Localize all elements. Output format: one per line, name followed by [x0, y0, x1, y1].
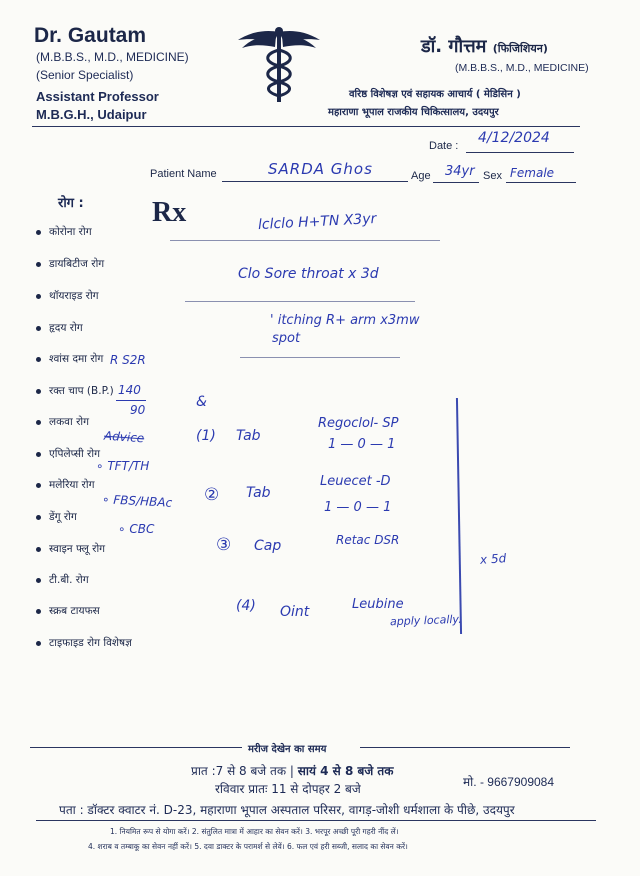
- rx-symbol: Rx: [152, 197, 187, 228]
- health-tips-line-1: 1. नियमित रूप से योगा करें। 2. संतुलित मात्रा में आहार का सेवन करें। 3. भरपूर अच्छी पूरी गहरी नींद लें।: [110, 827, 399, 836]
- note-rule: [185, 301, 415, 302]
- investigation-item: ∘ CBC: [118, 522, 155, 536]
- disease-item: थॉयराइड रोग: [36, 289, 99, 303]
- doctor-name-hindi: [421, 34, 548, 58]
- doctor-senior-title: (Senior Specialist): [36, 68, 134, 82]
- complaint-line-2: Clo Sore throat x 3d: [238, 266, 379, 282]
- doctor-degrees-english: (M.B.B.S., M.D., MEDICINE): [36, 50, 189, 64]
- timings-morning: प्रात :7 से 8 बजे तक: [191, 764, 287, 778]
- medication-bracket: [456, 398, 462, 634]
- timings-weekday: प्रात :7 से 8 बजे तक | सायं 4 से 8 बजे तक: [191, 764, 394, 778]
- age-underline: [433, 182, 479, 183]
- disease-item: डायबिटीज रोग: [36, 257, 104, 271]
- med4-number: (4): [236, 598, 256, 614]
- clinic-address: पता : डॉक्टर क्वाटर नं. D-23, महाराणा भूपाल अस्पताल परिसर, वागड़-जोशी धर्मशाला के पीछे, उदयपुर: [59, 803, 515, 817]
- doctor-name-english: Dr. Gautam: [34, 24, 147, 47]
- bp-fraction-bar: [116, 400, 146, 401]
- sex-underline: [506, 182, 576, 183]
- investigation-item: ∘ FBS/HBAc: [101, 492, 173, 510]
- med2-name: Leuecet -D: [320, 474, 391, 489]
- doctor-institution: M.B.G.H., Udaipur: [36, 107, 147, 122]
- treatment-duration: x 5d: [479, 551, 507, 567]
- complaint-line-3b: spot: [272, 331, 301, 346]
- med2-number: ②: [204, 485, 220, 505]
- doctor-post: Assistant Professor: [36, 89, 159, 104]
- sex-value[interactable]: Female: [510, 166, 555, 180]
- caduceus-icon: [234, 26, 324, 106]
- date-label: Date :: [429, 140, 459, 152]
- patient-name-label: Patient Name: [150, 168, 217, 180]
- doctor-name-hindi-main: डॉ. गौत्तम: [421, 36, 487, 57]
- bp-systolic: 140: [118, 383, 141, 397]
- disease-item: श्वांस दमा रोग: [36, 352, 103, 366]
- bp-diastolic: 90: [130, 403, 146, 417]
- med4-instruction: apply locally.: [389, 612, 462, 629]
- disease-item: स्क्रब टायफस: [36, 604, 100, 618]
- note-rule: [170, 240, 440, 241]
- med4-form: Oint: [280, 604, 310, 620]
- address-rule: [36, 820, 596, 821]
- respiratory-note: R S2R: [110, 353, 146, 367]
- med2-dosage: 1 — 0 — 1: [324, 500, 392, 515]
- hospital-name-hindi: महाराणा भूपाल राजकीय चिकित्सालय, उदयपुर: [328, 107, 499, 118]
- med1-form: Tab: [236, 428, 261, 444]
- disease-item: मलेरिया रोग: [36, 478, 95, 492]
- med4-name: Leubine: [352, 597, 404, 612]
- med2-form: Tab: [246, 485, 271, 501]
- header-divider: [32, 126, 580, 127]
- disease-item: रक्त चाप (B.P.): [36, 384, 114, 398]
- med3-name: Retac DSR: [336, 533, 400, 547]
- timings-title: मरीज देखेन का समय: [248, 744, 327, 755]
- age-label: Age: [411, 170, 431, 182]
- patient-name-value[interactable]: SARDA Ghos: [268, 160, 373, 178]
- disease-item: लकवा रोग: [36, 415, 89, 429]
- doctor-degrees-hindi-side: (M.B.B.S., M.D., MEDICINE): [455, 62, 589, 74]
- health-tips-line-2: 4. शराब व तम्बाकू का सेवन नहीं करें। 5. दवा डाक्टर के परामर्श से लेवें। 6. फल एवं हरी सब्जी, सलाद का सेवन करें।: [88, 842, 408, 851]
- date-value[interactable]: 4/12/2024: [478, 130, 550, 146]
- med3-form: Cap: [254, 538, 282, 554]
- investigation-heading: Advice: [103, 428, 145, 446]
- patient-name-underline: [222, 181, 408, 182]
- disease-item: एपिलेप्सी रोग: [36, 447, 100, 461]
- med1-dosage: 1 — 0 — 1: [328, 437, 396, 452]
- advice-mark: &: [196, 394, 207, 410]
- disease-item: हृदय रोग: [36, 321, 83, 335]
- sex-label: Sex: [483, 170, 502, 182]
- doctor-name-hindi-sub: (फिजिशियन): [492, 42, 548, 55]
- footer-rule-right: [360, 747, 570, 748]
- med3-number: ③: [216, 535, 232, 555]
- footer-rule-left: [30, 747, 242, 748]
- complaint-line-1: lclclo H+TN X3yr: [257, 210, 377, 234]
- med1-number: (1): [196, 428, 216, 444]
- age-value[interactable]: 34yr: [445, 164, 475, 179]
- doctor-designation-hindi: वरिष्ठ विशेषज्ञ एवं सहायक आचार्य ( मेडिसिन ): [349, 89, 521, 100]
- complaint-line-3a: ' itching R+ arm x3mw: [270, 313, 420, 328]
- note-rule: [240, 357, 400, 358]
- disease-item: टी.बी. रोग: [36, 573, 89, 587]
- timings-sunday: रविवार प्रातः 11 से दोपहर 2 बजे: [215, 782, 361, 796]
- med1-name: Regoclol- SP: [318, 416, 399, 431]
- timings-evening: सायं 4 से 8 बजे तक: [297, 764, 394, 778]
- disease-item: कोरोना रोग: [36, 225, 92, 239]
- investigation-item: ∘ TFT/TH: [96, 459, 150, 473]
- disease-item: डेंगू रोग: [36, 510, 77, 524]
- mobile-number: मो. - 9667909084: [463, 775, 555, 789]
- disease-item: टाइफाइड रोग विशेषज्ञ: [36, 636, 132, 650]
- disease-list-title: रोग :: [58, 196, 84, 211]
- date-underline: [466, 152, 574, 153]
- disease-item: स्वाइन फ्लू रोग: [36, 542, 105, 556]
